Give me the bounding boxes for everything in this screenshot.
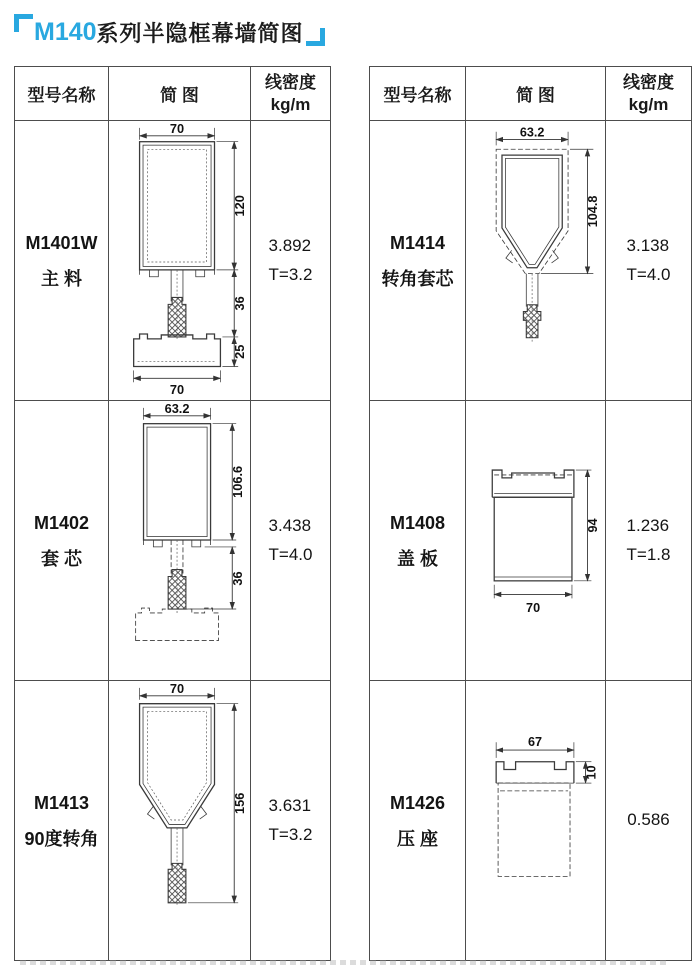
title-series: M140	[34, 18, 97, 46]
right-col-header-model: 型号名称	[370, 67, 466, 121]
dim-height: 106.6	[229, 465, 245, 498]
model-name: 90度转角	[24, 828, 99, 849]
model-name: 盖 板	[396, 548, 438, 569]
profile-drawing-m1402	[110, 403, 250, 679]
dim-height: 156	[231, 792, 247, 814]
table-row	[15, 401, 331, 681]
title-corner-bracket-left-icon	[14, 14, 33, 32]
model-cell-m1401w	[15, 121, 109, 401]
model-code: M1408	[389, 512, 446, 533]
density-cell-m1413	[251, 681, 331, 961]
dim-top: 70	[169, 682, 184, 696]
model-cell-m1413	[15, 681, 109, 961]
title-rest: 系列半隐框幕墙简图	[96, 21, 304, 46]
diagram-cell-m1413	[109, 681, 251, 961]
dim-top: 63.2	[519, 125, 544, 140]
spec-tables	[0, 66, 700, 961]
thickness-value: T=4.0	[268, 544, 313, 564]
density-cell-m1426	[606, 681, 692, 961]
table-row	[15, 681, 331, 961]
profile-drawing-m1414	[467, 123, 605, 399]
model-cell-m1426	[370, 681, 466, 961]
right-spec-table	[369, 66, 692, 961]
left-col-header-density	[251, 67, 331, 121]
diagram-cell-m1426	[466, 681, 606, 961]
dim-bottom: 70	[525, 600, 540, 615]
diagram-cell-m1401w	[109, 121, 251, 401]
title-text	[34, 20, 304, 45]
density-value: 3.138	[626, 236, 670, 256]
model-code: M1413	[33, 792, 90, 813]
density-value: 3.892	[268, 236, 312, 256]
left-col-header-diagram: 简 图	[109, 67, 251, 121]
model-code: M1426	[389, 792, 446, 813]
density-cell-m1401w	[251, 121, 331, 401]
dim-height: 104.8	[585, 195, 600, 227]
thickness-value: T=3.2	[268, 824, 313, 844]
page-title	[0, 0, 700, 58]
model-name: 主 料	[40, 268, 82, 289]
density-value: 1.236	[626, 516, 670, 536]
diagram-cell-m1402	[109, 401, 251, 681]
title-corner-bracket-right-icon	[306, 28, 325, 46]
profile-drawing-m1401w	[110, 123, 250, 399]
density-cell-m1414	[606, 121, 692, 401]
density-value: 3.438	[268, 516, 312, 536]
thickness-value: T=1.8	[626, 544, 671, 564]
cropped-footer-text	[20, 960, 670, 965]
left-header-row	[15, 67, 331, 121]
density-header-unit: kg/m	[270, 94, 311, 114]
density-cell-m1402	[251, 401, 331, 681]
thickness-value: T=4.0	[626, 264, 671, 284]
density-header-unit: kg/m	[628, 94, 669, 114]
dim-bottom: 70	[169, 381, 184, 397]
model-code: M1402	[33, 512, 90, 533]
table-row	[370, 681, 692, 961]
dim-height: 120	[231, 194, 247, 216]
diagram-cell-m1408	[466, 401, 606, 681]
right-col-header-diagram: 简 图	[466, 67, 606, 121]
dim-height: 10	[583, 764, 598, 779]
model-name: 压 座	[396, 828, 438, 849]
model-cell-m1408	[370, 401, 466, 681]
dim-base: 25	[231, 344, 247, 359]
right-header-row	[370, 67, 692, 121]
left-col-header-model: 型号名称	[15, 67, 109, 121]
model-name: 转角套芯	[381, 268, 454, 289]
model-code: M1414	[389, 232, 446, 253]
left-spec-table	[14, 66, 331, 961]
dim-stem: 36	[229, 570, 245, 586]
density-cell-m1408	[606, 401, 692, 681]
right-col-header-density	[606, 67, 692, 121]
thickness-value: T=3.2	[268, 264, 313, 284]
density-header-label: 线密度	[265, 73, 316, 93]
model-cell-m1414	[370, 121, 466, 401]
dim-top: 63.2	[164, 402, 190, 416]
dim-height: 94	[585, 517, 600, 532]
table-row	[15, 121, 331, 401]
table-row	[370, 121, 692, 401]
model-name: 套 芯	[40, 548, 82, 569]
dim-stem: 36	[231, 295, 247, 311]
model-code: M1401W	[25, 232, 98, 253]
profile-drawing-m1426	[467, 683, 605, 959]
dim-top: 70	[169, 122, 184, 136]
model-cell-m1402	[15, 401, 109, 681]
profile-drawing-m1413	[110, 683, 250, 959]
diagram-cell-m1414	[466, 121, 606, 401]
dim-top: 67	[527, 734, 542, 749]
density-value: 0.586	[627, 810, 670, 830]
table-row	[370, 401, 692, 681]
density-header-label: 线密度	[623, 73, 674, 93]
density-value: 3.631	[268, 796, 312, 816]
profile-drawing-m1408	[467, 403, 605, 679]
